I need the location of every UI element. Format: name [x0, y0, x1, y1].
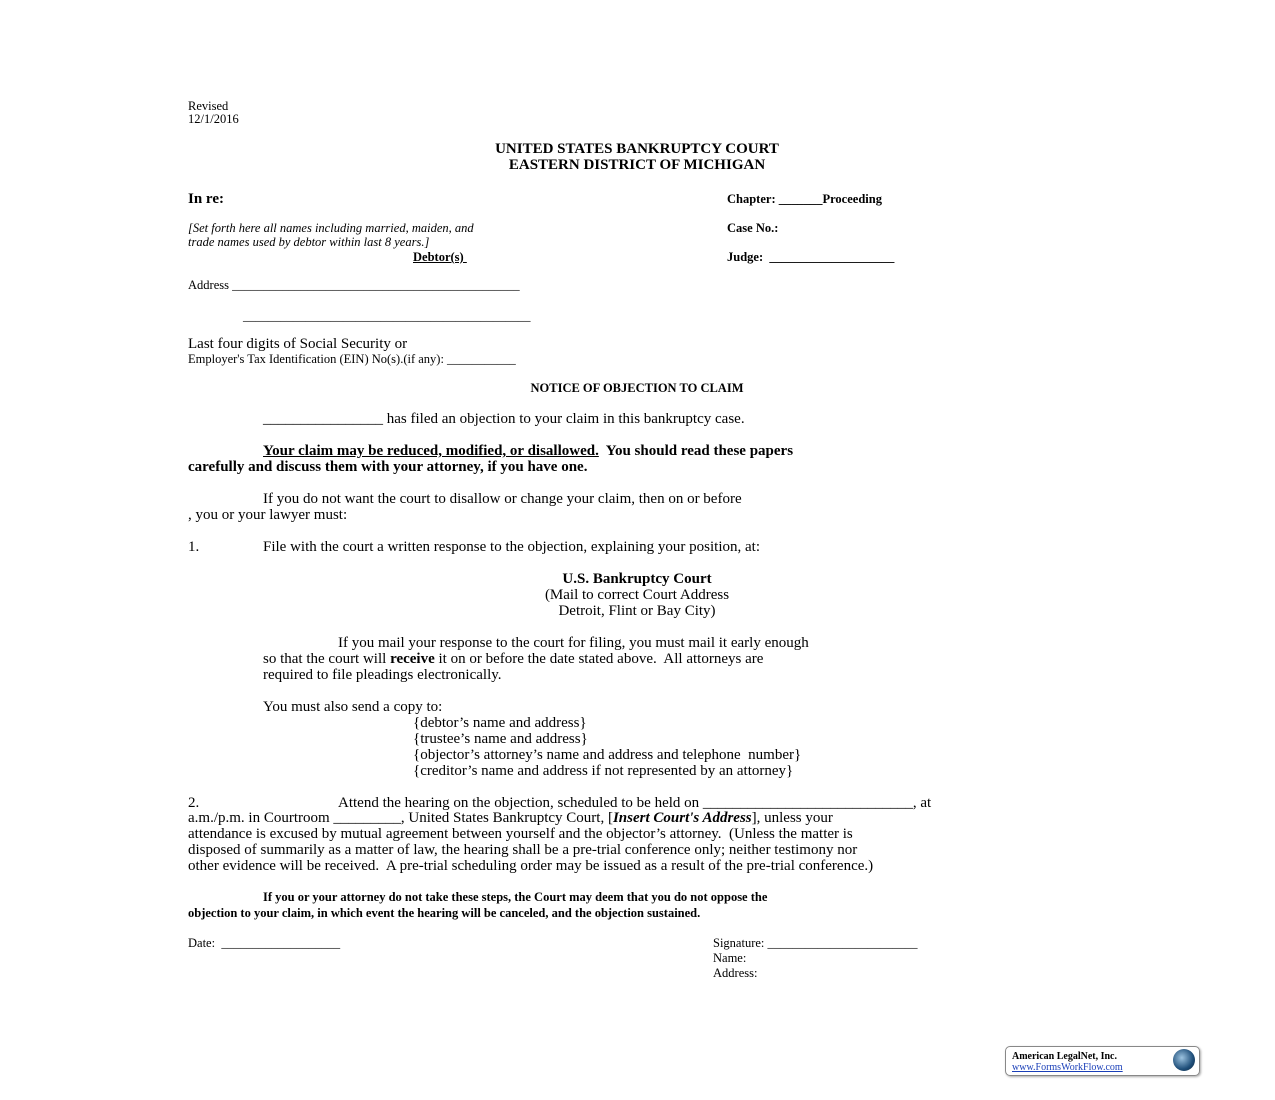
names-instruction-2: trade names used by debtor within last 8 years.] — [188, 235, 430, 249]
item-2-text-2a: a.m./p.m. in Courtroom _________, United States Bankruptcy Court, [ — [188, 810, 613, 826]
case-no-field: Case No.: — [727, 221, 779, 235]
copy-item: {trustee’s name and address} — [413, 731, 588, 747]
copy-item: {creditor’s name and address if not represented by an attorney} — [413, 763, 794, 779]
court-district: EASTERN DISTRICT OF MICHIGAN — [508, 157, 766, 173]
mail-text-2c: it on or before the date stated above. All attorneys are — [434, 651, 764, 667]
deadline-text: If you do not want the court to disallow or change your claim, then on or before — [263, 491, 742, 507]
logo-name: American LegalNet, Inc. — [1012, 1051, 1117, 1062]
legalnet-logo[interactable] — [1005, 1046, 1200, 1076]
name-field: Name: — [713, 951, 747, 965]
names-instruction: [Set forth here all names including married, maiden, and — [188, 221, 474, 235]
signature-field: Signature: ________________________ — [713, 936, 918, 950]
date-field: Date: ___________________ — [188, 936, 341, 950]
item-2-text-2c: ], unless your — [751, 810, 833, 826]
judge-field: Judge: ____________________ — [727, 250, 895, 264]
mail-text-2a: so that the court will — [263, 651, 391, 667]
item-2-text-3: attendance is excused by mutual agreement between yourself and the objector’s attorney. (Unless the matter is — [188, 826, 853, 842]
ssn-line-2: Employer's Tax Identification (EIN) No(s).(if any): ___________ — [188, 352, 516, 366]
logo-url-link[interactable]: www.FormsWorkFlow.com — [1012, 1062, 1123, 1073]
item-2-text-2 — [188, 811, 833, 826]
notice-title: NOTICE OF OBJECTION TO CLAIM — [530, 381, 744, 395]
item-1-number: 1. — [188, 539, 200, 555]
objection-filed-text: ________________ has filed an objection to your claim in this bankruptcy case. — [263, 411, 745, 427]
revised-label: Revised — [188, 99, 229, 113]
mail-text-3: required to file pleadings electronically. — [263, 667, 502, 683]
mail-text-2 — [263, 652, 763, 667]
copy-label: You must also send a copy to: — [263, 699, 443, 715]
warning-rest: You should read these papers — [598, 443, 794, 459]
warning-paragraph — [263, 444, 793, 459]
court-address-1: (Mail to correct Court Address — [544, 587, 730, 603]
court-title: UNITED STATES BANKRUPTCY COURT — [495, 141, 779, 157]
copy-item: {debtor’s name and address} — [413, 715, 587, 731]
address-line-2: ______________________________________________ — [243, 309, 531, 323]
revised-date: 12/1/2016 — [188, 112, 239, 126]
item-2-text-5: other evidence will be received. A pre-trial scheduling order may be issued as a result of the pre-trial conference.) — [188, 858, 874, 874]
court-name: U.S. Bankruptcy Court — [562, 571, 712, 587]
in-re-label: In re: — [188, 191, 224, 207]
receive-emphasis: receive — [390, 651, 435, 667]
globe-icon — [1173, 1049, 1195, 1071]
address-field: Address: — [713, 966, 758, 980]
copy-item: {objector’s attorney’s name and address and telephone number} — [413, 747, 802, 763]
mail-text-1: If you mail your response to the court for filing, you must mail it early enough — [338, 635, 809, 651]
item-2-text-1: Attend the hearing on the objection, scheduled to be held on ____________________________, at — [338, 795, 932, 811]
final-warning-1: If you or your attorney do not take these steps, the Court may deem that you do not oppose the — [263, 890, 768, 904]
court-address-2: Detroit, Flint or Bay City) — [558, 603, 716, 619]
warning-underlined: Your claim may be reduced, modified, or disallowed. — [263, 443, 599, 459]
item-1-text: File with the court a written response to the objection, explaining your position, at: — [263, 539, 760, 555]
warning-line-2: carefully and discuss them with your attorney, if you have one. — [188, 459, 588, 475]
final-warning-2: objection to your claim, in which event the hearing will be canceled, and the objection sustained. — [188, 906, 701, 920]
item-2-number: 2. — [188, 795, 200, 811]
deadline-text-2: , you or your lawyer must: — [188, 507, 348, 523]
item-2-text-4: disposed of summarily as a matter of law, the hearing shall be a pre-trial conference only; neither testimony nor — [188, 842, 858, 858]
chapter-field: Chapter: _______Proceeding — [727, 192, 882, 206]
insert-address-placeholder: Insert Court's Address — [612, 810, 752, 826]
ssn-line-1: Last four digits of Social Security or — [188, 336, 408, 352]
address-line-1: Address ______________________________________________ — [188, 278, 520, 292]
debtor-label: Debtor(s) — [413, 250, 467, 264]
